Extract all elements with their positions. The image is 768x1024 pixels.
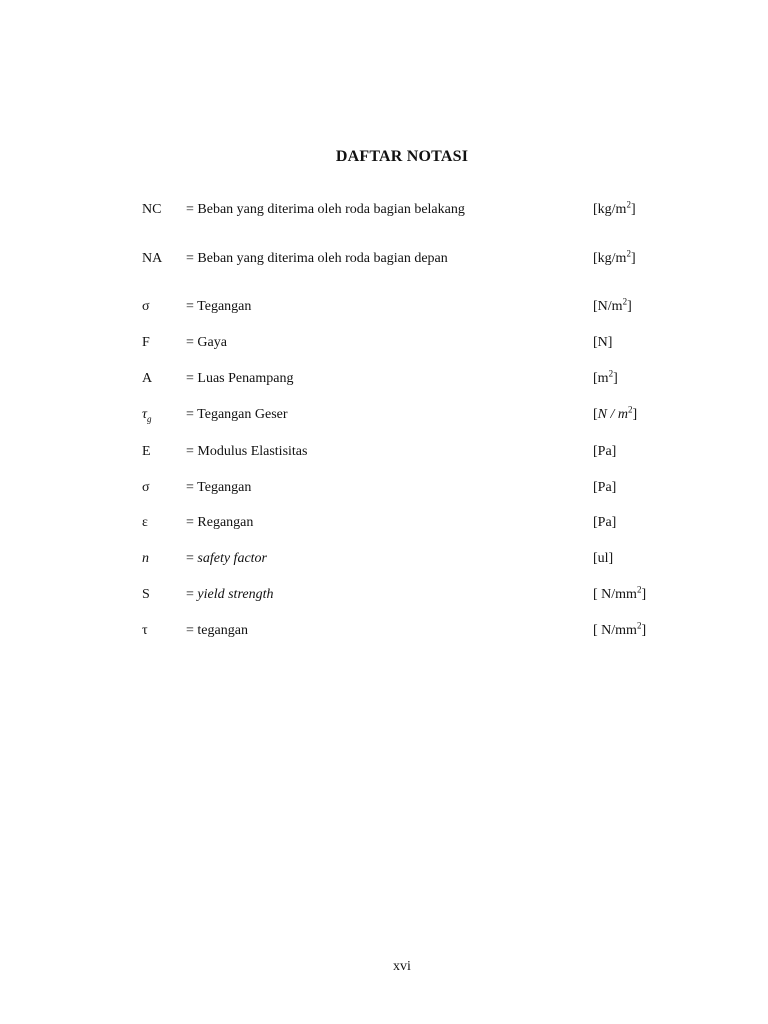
notation-unit: [Pa] (593, 515, 617, 530)
notation-symbol: τ (142, 623, 148, 638)
notation-unit: $[kg/m^2]$ (593, 199, 636, 217)
notation-description: = Regangan (186, 515, 254, 530)
notation-description: = safety factor (186, 551, 268, 566)
notation-symbol: σ (142, 299, 150, 314)
notation-description: = Gaya (186, 335, 227, 350)
notation-unit: [Pa] (593, 480, 617, 495)
notation-unit: $[kg/m^2]$ (593, 248, 636, 266)
notation-row-tau-g (0, 405, 768, 425)
notation-unit: [ $N/mm^2$] (593, 584, 647, 602)
page-number: xvi (393, 959, 411, 974)
notation-row-sigma (0, 297, 768, 317)
notation-symbol: NA (142, 251, 163, 266)
notation-description: = tegangan (186, 623, 248, 638)
notation-description: = Tegangan (186, 299, 252, 314)
notation-row-sigma-2 (0, 478, 768, 498)
notation-symbol: n (142, 551, 149, 566)
notation-description: = yield strength (186, 587, 274, 602)
notation-row-epsilon (0, 513, 768, 533)
notation-unit: [ $N/mm^2$] (593, 620, 647, 638)
page-title: DAFTAR NOTASI (335, 148, 469, 165)
notation-row-a (0, 369, 768, 389)
notation-unit: $[N/m^2]$ (593, 296, 632, 314)
notation-row-e (0, 442, 768, 462)
notation-symbol: ε (142, 515, 148, 530)
notation-description: = Tegangan (186, 480, 252, 495)
notation-symbol: A (142, 371, 153, 386)
notation-description: = Modulus Elastisitas (186, 444, 308, 459)
notation-row-na (0, 249, 768, 269)
notation-unit: [N] (593, 335, 613, 350)
notation-description: = Beban yang diterima oleh roda bagian depan (186, 251, 448, 266)
notation-row-s (0, 585, 768, 605)
notation-symbol: E (142, 444, 151, 459)
notation-symbol: NC (142, 202, 162, 217)
notation-row-nc (0, 200, 768, 220)
notation-row-f (0, 333, 768, 353)
notation-description: = Tegangan Geser (186, 407, 288, 422)
notation-row-n (0, 549, 768, 569)
notation-symbol: σ (142, 480, 150, 495)
notation-description: = Beban yang diterima oleh roda bagian belakang (186, 202, 465, 217)
notation-description: = Luas Penampang (186, 371, 294, 386)
notation-unit: $[N / m^2]$ (593, 404, 638, 422)
notation-symbol: $\tau_g$ (142, 407, 152, 424)
notation-unit: [ul] (593, 551, 614, 566)
notation-unit: $[m^2]$ (593, 368, 618, 386)
notation-symbol: S (142, 587, 150, 602)
notation-row-tau (0, 621, 768, 641)
notation-unit: [Pa] (593, 444, 617, 459)
notation-symbol: F (142, 335, 150, 350)
